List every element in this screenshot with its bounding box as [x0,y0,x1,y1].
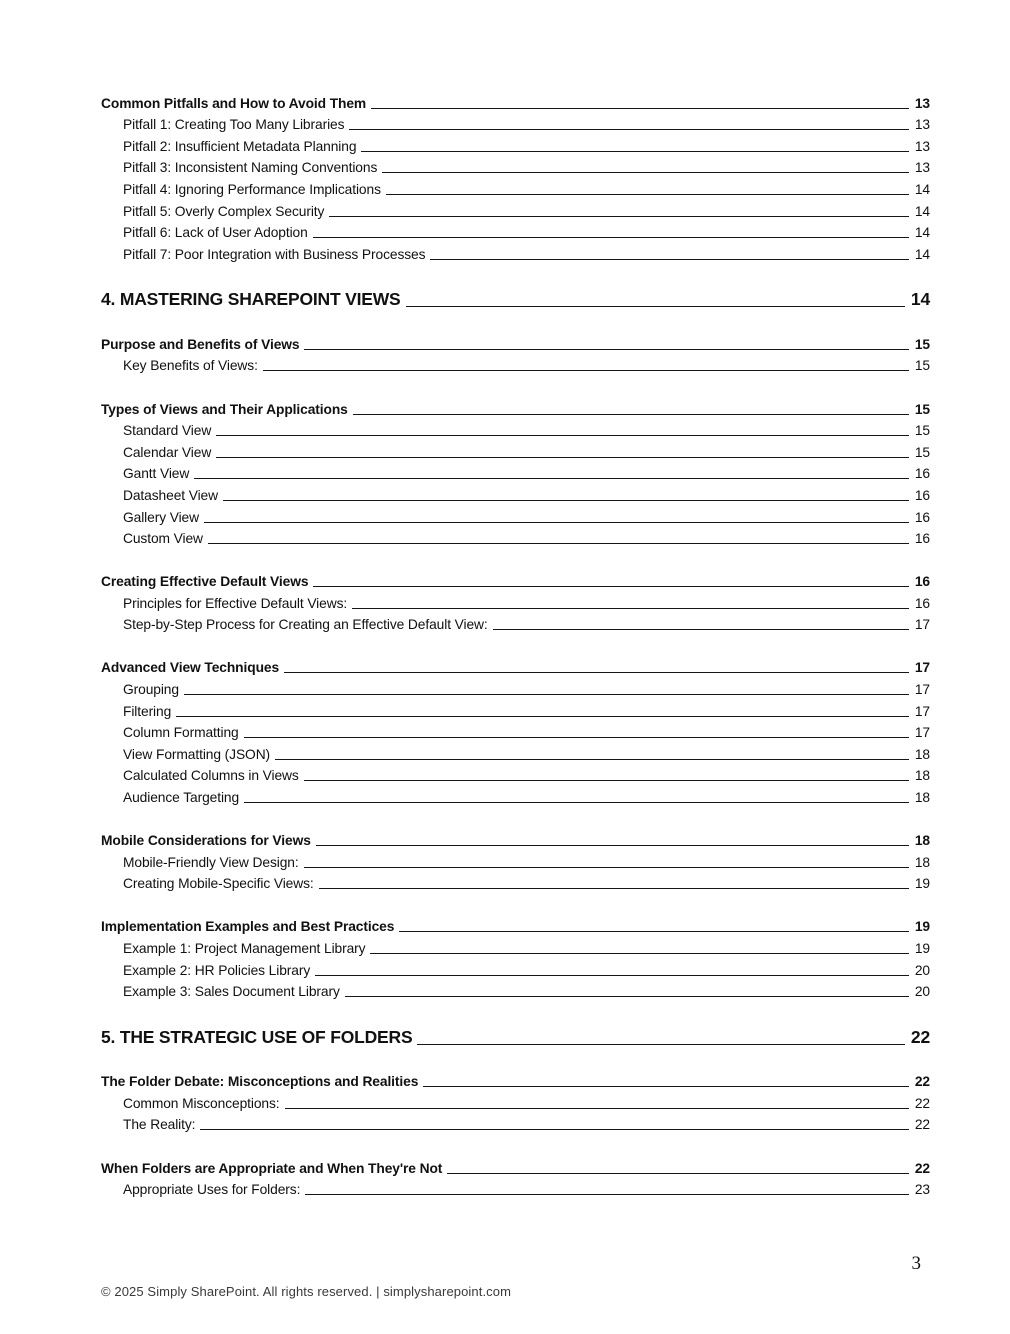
toc-entry[interactable] [101,936,930,958]
toc-entry-label: Example 1: Project Management Library [123,941,366,956]
toc-entry-label: Appropriate Uses for Folders: [123,1182,301,1198]
toc-entry-page: 20 [914,962,930,978]
toc-entry-label: Key Benefits of Views: [123,358,258,374]
toc-entry[interactable] [101,1091,930,1113]
toc-entry-label: Implementation Examples and Best Practices [101,919,395,935]
toc-entry[interactable] [101,440,930,462]
toc-section-group [101,1156,930,1199]
toc-entry-label: 5. THE STRATEGIC USE OF FOLDERS [101,1026,413,1047]
toc-entry-label: Mobile-Friendly View Design: [123,854,299,870]
toc-section-group [101,570,930,635]
toc-entry[interactable] [101,721,930,743]
leader-line [285,1108,909,1109]
toc-section-group [101,915,930,1001]
toc-entry-label: Calendar View [123,444,212,460]
toc-entry-page: 16 [914,487,930,503]
leader-line [284,672,909,673]
toc-entry-page: 23 [914,1182,930,1198]
toc-entry[interactable] [101,1156,930,1178]
toc-entry[interactable] [101,980,930,1002]
toc-entry-page: 16 [914,574,930,590]
toc-entry-label: Standard View [123,423,212,439]
toc-entry[interactable] [101,134,930,156]
toc-entry-page: 14 [914,225,930,241]
toc-entry-page: 15 [914,336,930,352]
toc-entry-label: Filtering [123,703,172,719]
toc-entry[interactable] [101,354,930,376]
leader-line [223,500,909,501]
leader-line [370,953,908,954]
toc-entry-label: Common Pitfalls and How to Avoid Them [101,95,367,111]
toc-entry-label: Creating Mobile-Specific Views: [123,876,314,892]
leader-line [313,586,908,587]
leader-line [371,108,909,109]
toc-entry-page: 22 [914,1160,930,1176]
toc-entry-page: 13 [914,160,930,176]
leader-line [305,1194,909,1195]
toc-section-group [101,397,930,548]
toc-entry-label: Column Formatting [123,725,239,741]
toc-entry[interactable] [101,1070,930,1092]
leader-line [430,259,908,260]
leader-line [329,216,909,217]
toc-entry-page: 16 [914,595,930,611]
toc-entry-label: Pitfall 2: Insufficient Metadata Planning [123,138,357,154]
leader-line [319,888,909,889]
toc-entry-label: View Formatting (JSON) [123,746,271,762]
toc-chapter-group [101,1023,930,1050]
toc-entry-label: The Reality: [123,1117,196,1133]
toc-entry-page: 15 [914,358,930,374]
toc-entry[interactable] [101,764,930,786]
toc-entry-page: 15 [914,423,930,439]
toc-entry-page: 14 [914,181,930,197]
leader-line [352,608,909,609]
toc-entry-page: 19 [914,876,930,892]
leader-line [447,1173,909,1174]
toc-entry[interactable] [101,397,930,419]
toc-entry[interactable] [101,591,930,613]
leader-line [304,780,909,781]
toc-entry[interactable] [101,1023,930,1050]
toc-entry[interactable] [101,199,930,221]
toc-entry-page: 17 [914,725,930,741]
leader-line [353,414,909,415]
toc-entry[interactable] [101,242,930,264]
toc-entry[interactable] [101,742,930,764]
leader-line [194,478,909,479]
leader-line [176,716,909,717]
toc-entry[interactable] [101,850,930,872]
toc-entry-page: 15 [914,444,930,460]
toc-entry-label: Gantt View [123,466,190,482]
leader-line [304,867,909,868]
toc-entry-page: 16 [914,531,930,547]
toc-entry-label: Custom View [123,531,203,547]
toc-entry[interactable] [101,177,930,199]
toc-entry-label: Pitfall 3: Inconsistent Naming Conventions [123,160,378,176]
toc-entry-label: 4. MASTERING SHAREPOINT VIEWS [101,289,401,310]
table-of-contents [101,91,930,1221]
toc-entry-label: Pitfall 5: Overly Complex Security [123,203,325,219]
leader-line [386,194,909,195]
toc-entry[interactable] [101,872,930,894]
toc-entry-label: Example 2: HR Policies Library [123,962,311,978]
toc-entry-label: Pitfall 7: Poor Integration with Business Processes [123,246,426,262]
toc-section-group [101,1070,930,1135]
toc-entry[interactable] [101,785,930,807]
toc-entry-page: 22 [914,1074,930,1090]
toc-entry[interactable] [101,656,930,678]
toc-entry-page: 17 [914,682,930,698]
toc-entry-page: 18 [914,746,930,762]
toc-entry-label: Principles for Effective Default Views: [123,595,348,611]
toc-entry-label: Pitfall 1: Creating Too Many Libraries [123,117,345,133]
leader-line [382,172,909,173]
toc-entry[interactable] [101,221,930,243]
toc-section-group [101,829,930,894]
toc-entry-page: 17 [914,660,930,676]
toc-entry-page: 15 [914,401,930,417]
toc-entry-label: Datasheet View [123,487,218,503]
toc-entry-label: Example 3: Sales Document Library [123,984,340,1000]
toc-entry-page: 14 [914,203,930,219]
leader-line [263,370,909,371]
leader-line [399,931,909,932]
leader-line [345,996,909,997]
toc-entry-page: 17 [914,617,930,633]
toc-entry-label: Common Misconceptions: [123,1095,280,1111]
toc-entry-page: 14 [910,289,930,310]
toc-entry-page: 17 [914,703,930,719]
toc-entry[interactable] [101,613,930,635]
toc-entry[interactable] [101,113,930,135]
leader-line [275,759,909,760]
toc-entry[interactable] [101,1113,930,1135]
leader-line [216,435,909,436]
toc-entry-label: The Folder Debate: Misconceptions and Realities [101,1074,419,1090]
toc-entry-label: Gallery View [123,509,199,525]
toc-section-group [101,656,930,807]
leader-line [423,1086,909,1087]
leader-line [200,1129,908,1130]
toc-section-group [101,332,930,375]
toc-entry[interactable] [101,1178,930,1200]
toc-entry-label: Types of Views and Their Applications [101,401,348,417]
toc-entry-label: Creating Effective Default Views [101,574,309,590]
leader-line [244,802,909,803]
toc-entry[interactable] [101,505,930,527]
leader-line [493,629,909,630]
toc-entry[interactable] [101,570,930,592]
toc-entry-page: 18 [914,790,930,806]
toc-entry-page: 19 [914,941,930,956]
leader-line [208,543,909,544]
toc-entry-label: Purpose and Benefits of Views [101,336,300,352]
toc-entry[interactable] [101,332,930,354]
toc-entry[interactable] [101,483,930,505]
toc-entry-label: Mobile Considerations for Views [101,833,311,849]
leader-line [361,151,908,152]
leader-line [316,845,909,846]
leader-line [184,694,909,695]
leader-line [406,306,905,307]
toc-entry[interactable] [101,958,930,980]
toc-section-group [101,91,930,264]
toc-entry-label: Pitfall 6: Lack of User Adoption [123,225,308,241]
toc-entry[interactable] [101,462,930,484]
leader-line [244,737,909,738]
toc-entry-page: 13 [914,95,930,111]
toc-entry-label: Advanced View Techniques [101,660,280,676]
leader-line [349,129,908,130]
toc-entry-page: 18 [914,833,930,849]
toc-entry-page: 22 [914,1117,930,1133]
toc-entry[interactable] [101,829,930,851]
toc-entry-label: Grouping [123,682,179,698]
toc-entry-page: 13 [914,138,930,154]
toc-entry[interactable] [101,91,930,113]
toc-entry-page: 16 [914,509,930,525]
leader-line [216,457,909,458]
footer-copyright: © 2025 Simply SharePoint. All rights reserved. | simplysharepoint.com [101,1284,512,1299]
toc-entry-page: 18 [914,854,930,870]
toc-entry-page: 22 [910,1026,930,1047]
page-number: 3 [911,1253,921,1274]
toc-entry[interactable] [101,677,930,699]
toc-entry[interactable] [101,156,930,178]
toc-entry[interactable] [101,915,930,937]
leader-line [313,237,909,238]
leader-line [315,975,909,976]
toc-entry-page: 20 [914,984,930,1000]
toc-entry[interactable] [101,285,930,312]
toc-entry-label: Audience Targeting [123,790,240,806]
leader-line [304,349,908,350]
toc-entry-label: Step-by-Step Process for Creating an Effective Default View: [123,617,488,633]
toc-entry[interactable] [101,527,930,549]
toc-entry[interactable] [101,699,930,721]
leader-line [417,1044,905,1045]
toc-entry-page: 16 [914,466,930,482]
toc-entry-label: Calculated Columns in Views [123,768,299,784]
leader-line [204,522,909,523]
toc-entry-page: 14 [914,246,930,262]
toc-entry-page: 13 [914,117,930,133]
toc-entry-label: When Folders are Appropriate and When They're Not [101,1160,443,1176]
toc-chapter-group [101,285,930,312]
toc-entry-page: 19 [914,919,930,935]
toc-entry-page: 22 [914,1095,930,1111]
toc-entry-label: Pitfall 4: Ignoring Performance Implications [123,181,381,197]
toc-entry-page: 18 [914,768,930,784]
toc-entry[interactable] [101,419,930,441]
